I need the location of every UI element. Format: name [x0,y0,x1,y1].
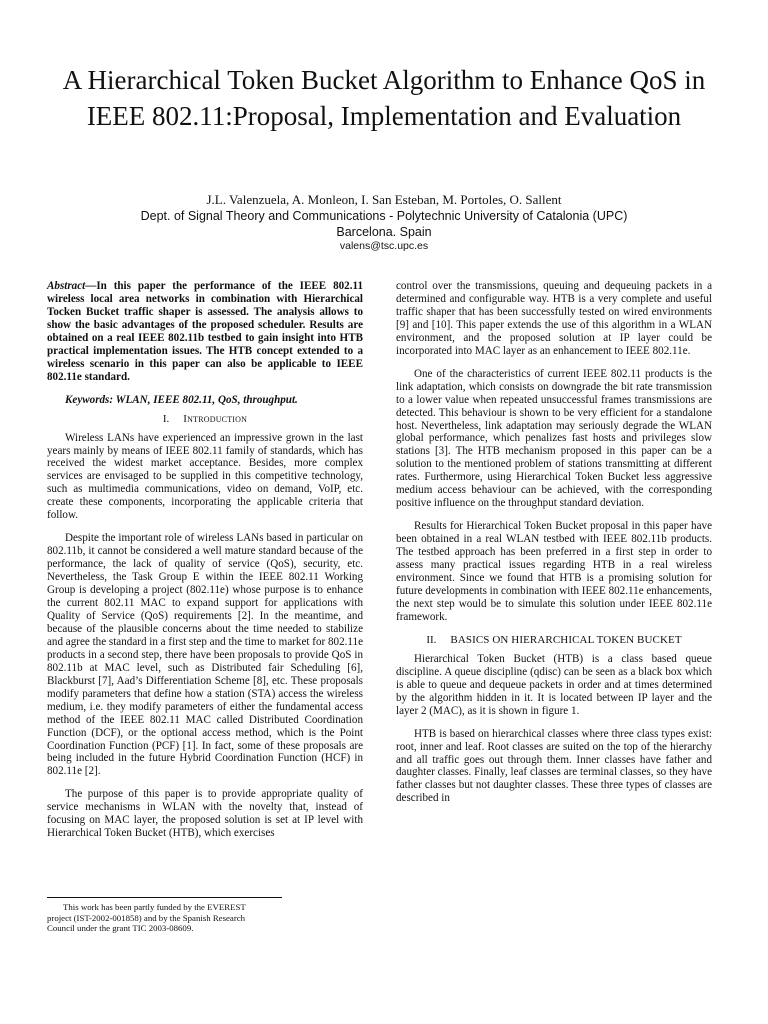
section-heading-introduction [47,413,363,426]
paragraph: One of the characteristics of current IEEE 802.11 products is the link adaptation, which consists on downgrade the bit rate transmission to a lower value when repeated unsuccessful frames transmissions are detected. This behaviour is shown to be very efficient for a standalone host. Nevertheless, link adaptation may seriously degrade the WLAN global performance, which penalizes fast hosts and privileges slow stations [3]. The HTB mechanism proposed in this paper can be a solution to the mentioned problem of stations transmitting at different rates. Furthermore, using Hierarchical Token Bucket less aggressive medium access behaviour can be achieved, with the corresponding positive influence on the throughput standard deviation. [396,367,712,510]
paper-title: A Hierarchical Token Bucket Algorithm to Enhance QoS in IEEE 802.11:Proposal, Implementation and Evaluation [62,65,706,131]
paragraph: Despite the important role of wireless LANs based in particular on 802.11b, it cannot be considered a well mature standard because of the performance, the lack of quality of service (QoS), security, etc. Nevertheless, the Task Group E within the IEEE 802.11 Working Group is developing a project (802.11e) whose purpose is to enhance the current 802.11 MAC to expand support for applications with Quality of Service (QoS) requirements [2]. In the meantime, and because of the plausible concerns about the time needed to stabilize and agree the standard in a first step and the time to market for 802.11e products in a second step, there have been proposals to provide QoS in 802.11b at MAC level, such as Distributed fair Scheduling [6], Blackburst [7], Aad’s Differentiation Scheme [8], etc. These proposals modify parameters that define how a station (STA) access the wireless medium, i.e. they modify parameters of either the fundamental access method of the IEEE 802.11 MAC called Distributed Coordination Function (DCF), or the optional access method, which is the Point Coordination Function (PCF) [1]. In fact, some of these proposals are being included in the future Hybrid Coordination Function (HCF) in 802.11e [2]. [47,532,363,778]
abstract-text: —In this paper the performance of the IEEE 802.11 wireless local area networks in combination with Hierarchical Tocken Bucket traffic shaper is assessed. The analysis allows to show the basic advantages of the proposed scheduler. Results are obtained on a real IEEE 802.11b testbed to gain insight into HTB practical implementation issues. The HTB concept extended to a wireless scenario in this paper can also be applicable to IEEE 802.11e standard. [47,280,363,383]
abstract-lead: Abstract [47,280,86,292]
paragraph: Wireless LANs have experienced an impressive grown in the last years mainly by means of IEEE 802.11 family of standards, which has received the widest market acceptance. Besides, more complex services are envisaged to be supplied in this competitive technology, such as multimedia communications, video on demand, VoIP, etc. create these components, incorporating the applicable criteria that follow. [47,431,363,522]
author-list: J.L. Valenzuela, A. Monleon, I. San Esteban, M. Portoles, O. Sallent [206,192,562,207]
footnote-line: project (IST-2002-001858) and by the Spanish Research [47,912,246,923]
author-email: valens@tsc.upc.es [339,240,429,252]
footnote-divider [47,897,282,898]
section-number: I. [162,412,170,425]
abstract [47,280,363,384]
section-title: Introduction [183,412,248,425]
right-column [396,280,712,815]
footnote-line: Council under the grant TIC 2003-08609. [47,923,194,933]
paragraph: HTB is based on hierarchical classes where three class types exist: root, inner and leaf. Root classes are suited on the top of the hierarchy and all traffic goes out through them. Inner classes have father and daughter classes. Finally, leaf classes are terminal classes, so they have father classes but not daughter classes. These three types of classes are described in [396,727,712,805]
section-heading-htb-basics [396,634,712,647]
paragraph: Results for Hierarchical Token Bucket proposal in this paper have been obtained in a real WLAN testbed with IEEE 802.11b products. The testbed approach has been preferred in a first step in order to assess many practical issues regarding HTB in a real wireless environment. Since we found that HTB is a promising solution for future developments in combination with IEEE 802.11e enhancements, the next step would be to simulate this solution under IEEE 802.11e framework. [396,520,712,623]
paragraph: Hierarchical Token Bucket (HTB) is a class based queue discipline. A queue discipline (qdisc) can be seen as a black box which is able to queue and dequeue packets in order and at times determined by the algorithm hidden in it. It is located between IP layer and the layer 2 (MAC), as it is shown in figure 1. [396,652,712,717]
paragraph: The purpose of this paper is to provide appropriate quality of service mechanisms in WLAN with the novelty that, instead of focusing on MAC layer, the proposed solution is set at IP level with Hierarchical Token Bucket (HTB), which exercises [47,788,363,840]
footnote [47,902,287,934]
left-column [47,280,363,850]
keywords: Keywords: WLAN, IEEE 802.11, QoS, throughput. [65,393,298,406]
paragraph: control over the transmissions, queuing and dequeuing packets in a determined and configurable way. HTB is a very complete and useful traffic shaper that has been successfully tested on wired environments [9] and [10]. This paper extends the use of this algorithm in a WLAN environment, and the proposed solution at IP layer could be incorporated into MAC layer as an enhancement to IEEE 802.11e. [396,280,712,357]
section-title: BASICS ON HIERARCHICAL TOKEN BUCKET [450,633,682,646]
affiliation-department: Dept. of Signal Theory and Communications - Polytechnic University of Catalonia (UPC) [140,209,628,223]
footnote-line: This work has been partly funded by the EVEREST [63,902,246,912]
affiliation-location: Barcelona. Spain [336,225,432,239]
section-number: II. [426,633,437,646]
affiliation-block [40,208,728,253]
